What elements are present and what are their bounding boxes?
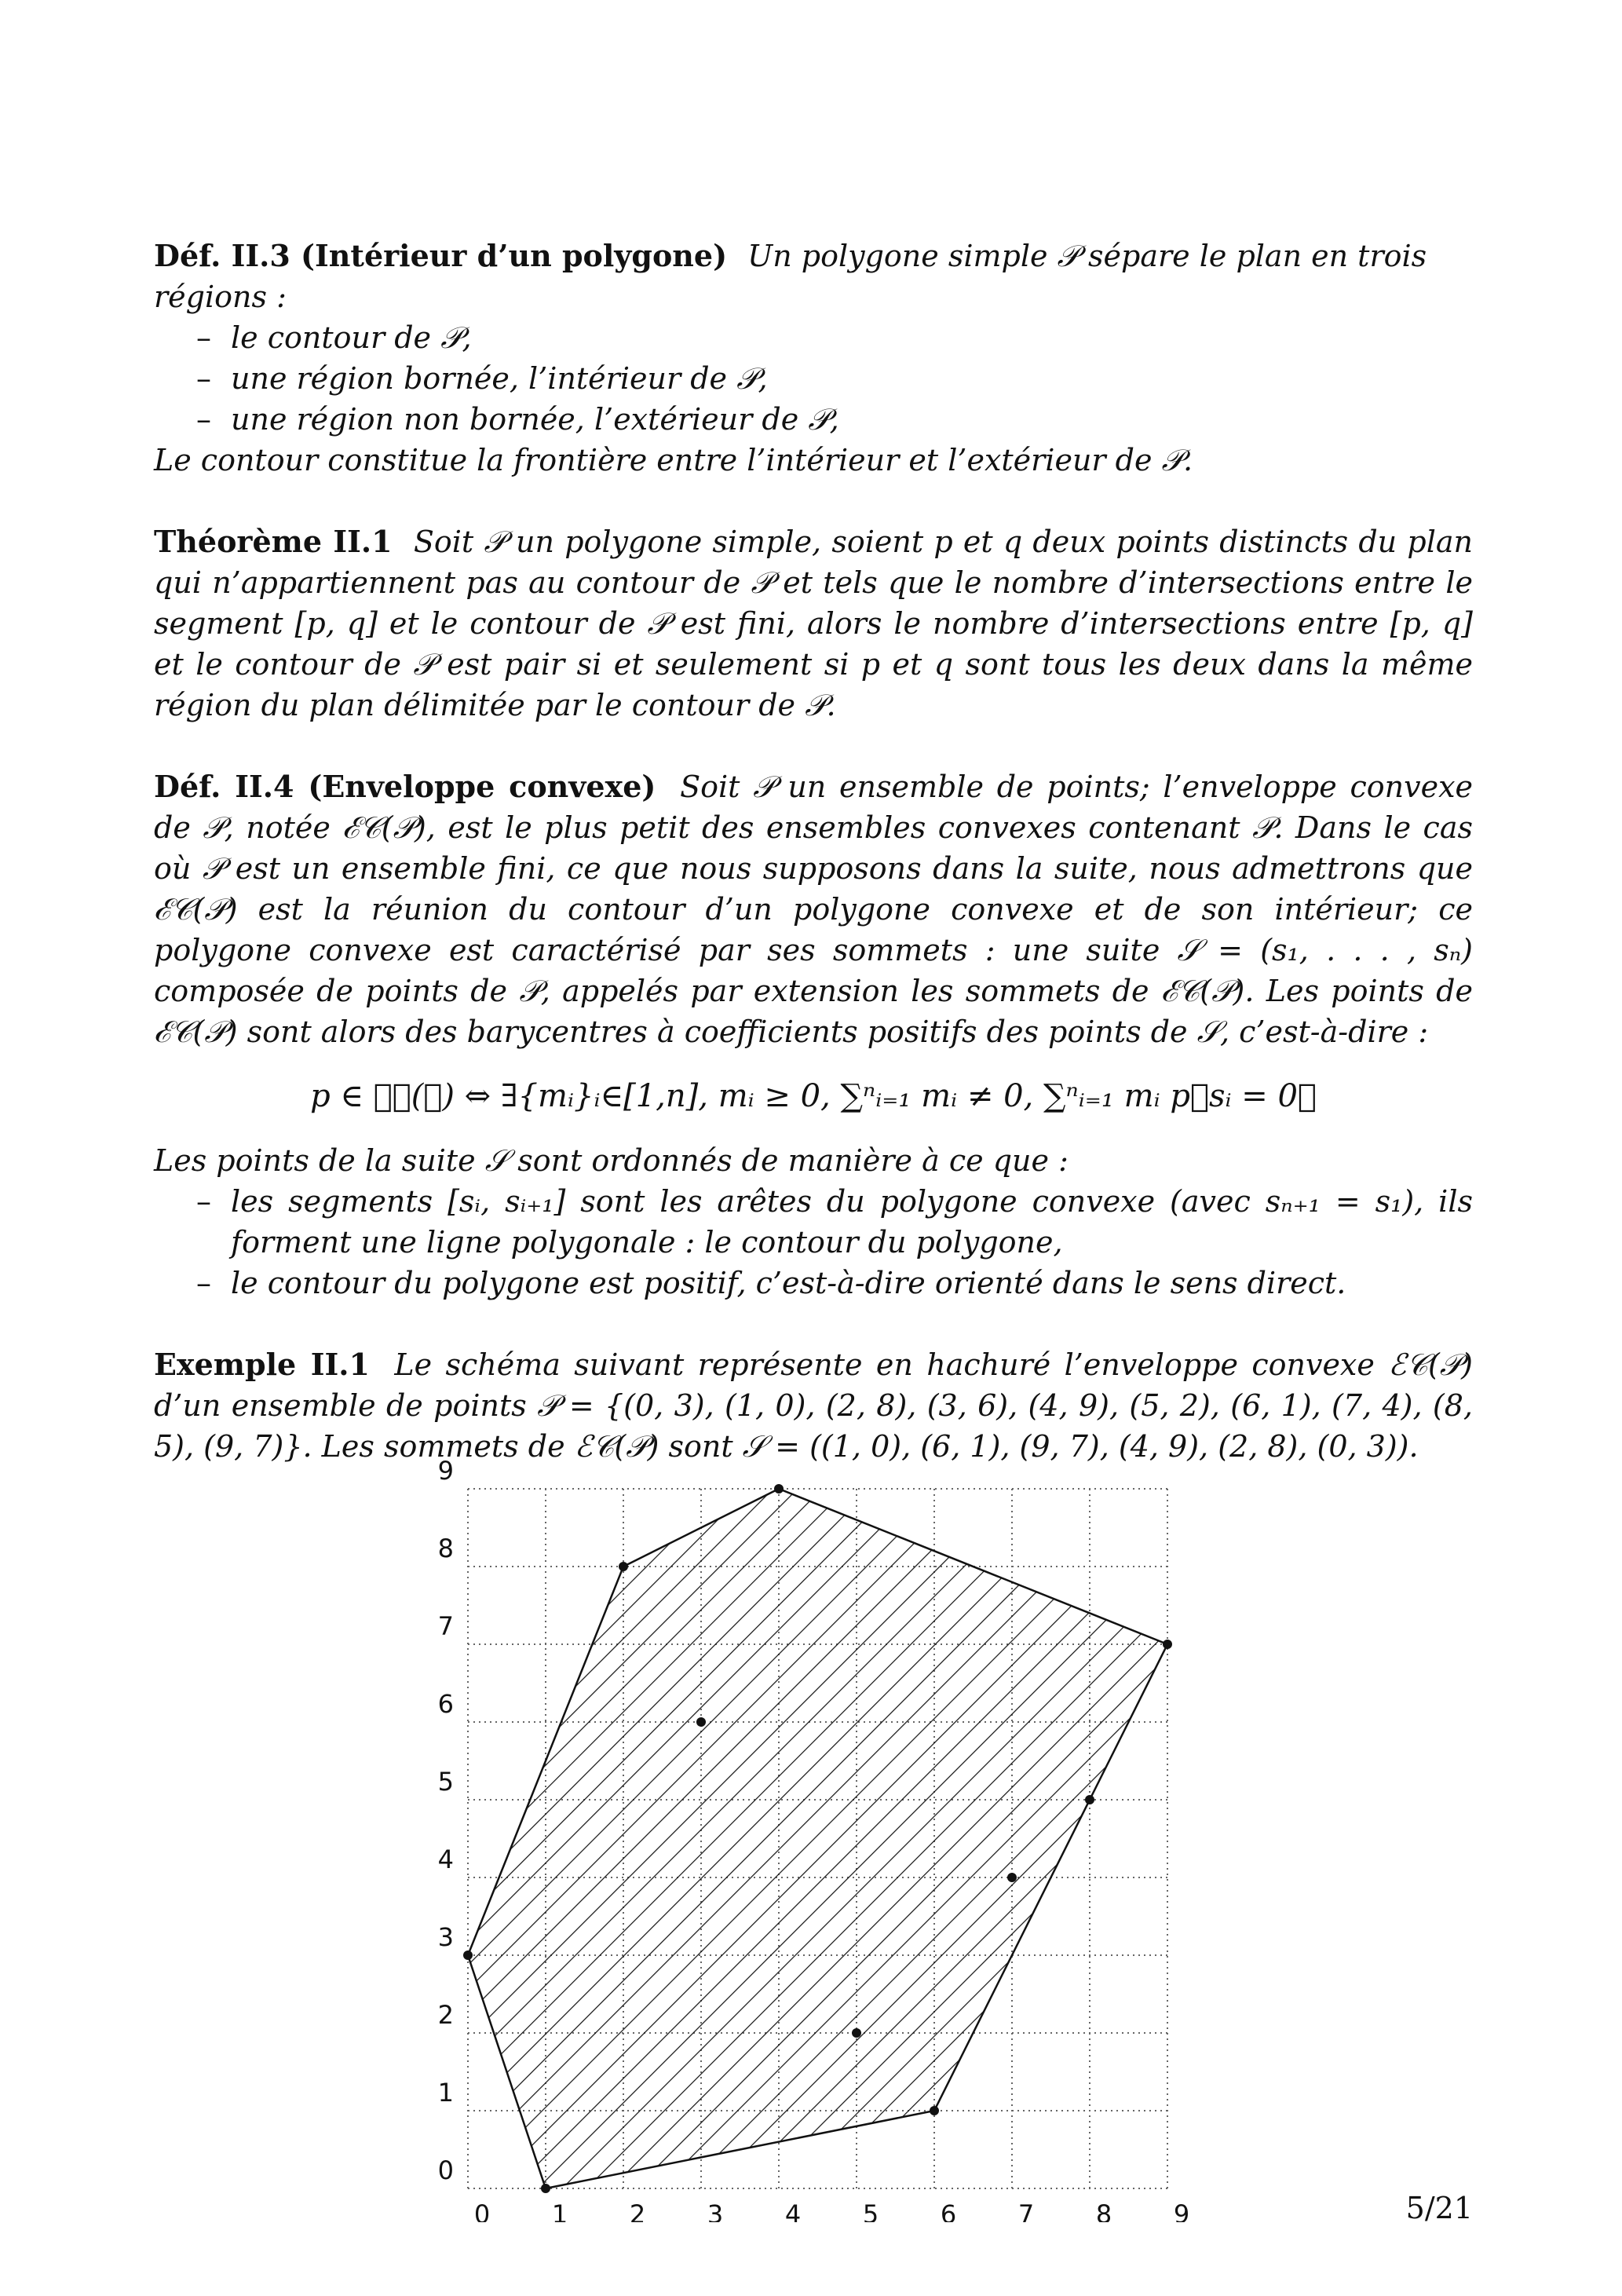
example-ii1-heading: Exemple II.1: [154, 1347, 370, 1382]
data-point: [619, 1562, 628, 1571]
data-point: [774, 1484, 784, 1493]
definition-ii4-after: Les points de la suite 𝒮 sont ordonnés de manière à ce que :: [154, 1143, 1069, 1178]
y-tick-label: 6: [437, 1689, 454, 1719]
definition-ii4: [154, 766, 1473, 1303]
x-tick-label: 4: [784, 2199, 802, 2222]
hull-formula: p ∈ ℰ𝒞(𝒫) ⇔ ∃{mᵢ}ᵢ∈[1,n], mᵢ ≥ 0, ∑ⁿᵢ₌₁ mᵢ ≠ 0, ∑ⁿᵢ₌₁ mᵢ p⃗sᵢ = 0⃗: [310, 1078, 1317, 1114]
x-tick-label: 7: [1017, 2199, 1035, 2222]
convex-hull-figure: [416, 1406, 1201, 2222]
list-item: – une région bornée, l’intérieur de 𝒫,: [196, 358, 1473, 399]
data-point: [696, 1717, 706, 1727]
theorem-ii1-heading: Théorème II.1: [154, 524, 393, 559]
page-number: 5/21: [1405, 2191, 1473, 2225]
definition-ii3-heading: Déf. II.3 (Intérieur d’un polygone): [154, 238, 728, 273]
y-tick-label: 8: [437, 1534, 454, 1563]
y-tick-label: 0: [437, 2155, 454, 2185]
data-point: [1085, 1795, 1094, 1804]
definition-ii3-intro: Un polygone simple 𝒫 sépare le plan en trois régions :: [154, 239, 1427, 314]
y-tick-label: 7: [437, 1611, 454, 1641]
page-content: [154, 236, 1473, 1508]
definition-ii3: [154, 236, 1473, 481]
definition-ii4-heading: Déf. II.4 (Enveloppe convexe): [154, 769, 656, 804]
y-tick-label: 5: [437, 1767, 454, 1797]
y-tick-label: 1: [437, 2078, 454, 2108]
definition-ii3-conclusion: Le contour constitue la frontière entre l’intérieur et l’extérieur de 𝒫.: [154, 443, 1193, 477]
x-tick-label: 2: [629, 2199, 646, 2222]
y-tick-label: 9: [437, 1456, 454, 1486]
x-tick-label: 6: [940, 2199, 957, 2222]
convex-hull-chart: [416, 1406, 1201, 2222]
list-item: – le contour de 𝒫,: [196, 317, 1473, 358]
definition-ii3-list: [154, 317, 1473, 440]
list-item: – une région non bornée, l’extérieur de 𝒫,: [196, 399, 1473, 440]
list-item: – le contour du polygone est positif, c’est-à-dire orienté dans le sens direct.: [196, 1263, 1473, 1303]
theorem-ii1: [154, 521, 1473, 726]
data-point: [463, 1951, 473, 1960]
y-tick-label: 2: [437, 2000, 454, 2030]
list-item: – les segments [sᵢ, sᵢ₊₁] sont les arêtes du polygone convexe (avec sₙ₊₁ = s₁), ils forment une ligne polygonale : le contour du polygone,: [196, 1181, 1473, 1263]
example-ii1-text: Le schéma suivant représente en hachuré l’enveloppe convexe ℰ𝒞(𝒫) d’un ensemble de points 𝒫 = {(0, 3), (1, 0), (2, 8), (3, 6), (4, 9), (5, 2), (6, 1), (7, 4), (8, 5), (9, 7)}. Les sommets de ℰ𝒞(𝒫) sont 𝒮 = ((1, 0), (6, 1), (9, 7), (4, 9), (2, 8), (0, 3)).: [154, 1347, 1473, 1464]
x-tick-label: 1: [551, 2199, 568, 2222]
x-tick-label: 8: [1095, 2199, 1112, 2222]
data-point: [1163, 1640, 1172, 1649]
x-tick-label: 5: [862, 2199, 879, 2222]
data-point: [852, 2028, 861, 2038]
definition-ii4-text: Soit 𝒫 un ensemble de points; l’enveloppe convexe de 𝒫, notée ℰ𝒞(𝒫), est le plus petit des ensembles convexes contenant 𝒫. Dans le cas où 𝒫 est un ensemble fini, ce que nous supposons dans la suite, nous admettrons que ℰ𝒞(𝒫) est la réunion du contour d’un polygone convexe et de son intérieur; ce polygone convexe est caractérisé par ses sommets : une suite 𝒮 = (s₁, . . . , sₙ) composée de points de 𝒫, appelés par extension les sommets de ℰ𝒞(𝒫). Les points de ℰ𝒞(𝒫) sont alors des barycentres à coefficients positifs des points de 𝒮, c’est-à-dire :: [154, 770, 1473, 1049]
x-tick-label: 0: [473, 2199, 491, 2222]
data-point: [541, 2184, 550, 2193]
x-tick-label: 3: [707, 2199, 724, 2222]
x-tick-label: 9: [1173, 2199, 1190, 2222]
y-tick-label: 4: [437, 1844, 454, 1874]
data-point: [930, 2106, 939, 2115]
data-point: [1007, 1873, 1017, 1882]
convex-hull-polygon: [468, 1489, 1167, 2188]
theorem-ii1-text: Soit 𝒫 un polygone simple, soient p et q deux points distincts du plan qui n’appartiennent pas au contour de 𝒫 et tels que le nombre d’intersections entre le segment [p, q] et le contour de 𝒫 est fini, alors le nombre d’intersections entre [p, q] et le contour de 𝒫 est pair si et seulement si p et q sont tous les deux dans la même région du plan délimitée par le contour de 𝒫.: [154, 525, 1473, 722]
hull-layer: [468, 1489, 1167, 2188]
definition-ii4-list: [154, 1181, 1473, 1303]
y-tick-label: 3: [437, 1922, 454, 1952]
